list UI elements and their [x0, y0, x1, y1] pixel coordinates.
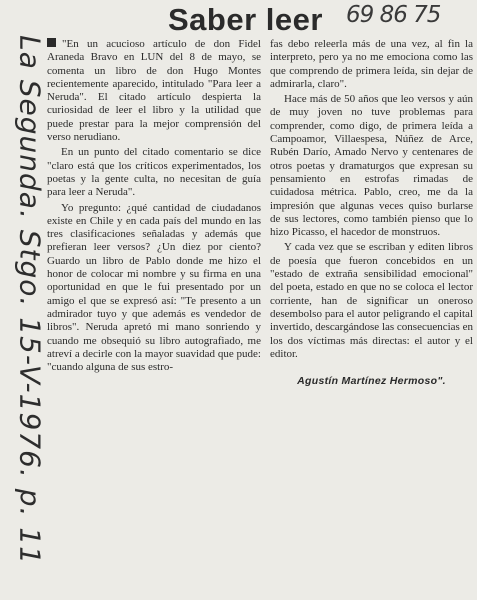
paragraph-text: "En un acucioso artículo de don Fidel Araneda Bravo en LUN del 8 de mayo, se comenta un libro de don Hugo Montes recientemente aparecido, intitulado "Para leer a Neruda". El citado artículo despierta la curiosidad de leer el libro y la utilidad que puede prestar para la mejor comprensión del verso nerudiano.	[47, 38, 261, 144]
paragraph: Hace más de 50 años que leo versos y aún de muy joven no tuve problemas para comprender, como digo, de primera leída a Campoamor, Villaespesa, Núñez de Arce, Rubén Darío, Amado Nervo y centenares de otros poetas y dramaturgos que expresan su pensamiento en estrofas rimadas de cuidadosa métrica. Pablo, creo, me da la impresión que algunas veces quiso burlarse de sus lectores, como también pienso que lo hizo Picasso, el hacedor de monstruos.	[270, 93, 473, 239]
paragraph: En un punto del citado comentario se dice "claro está que los críticos experimentados, los poetas y la gente culta, no necesitan de guía para leer a Neruda".	[47, 146, 261, 199]
paragraph: Y cada vez que se escriban y editen libros de poesía que fueron concebidos en un "estado de extraña sensibilidad emocional" del poeta, estado en que no se coloca el lector corriente, han de significar un oneroso desembolso para el autor peligrando el capital invertido, descargándose las consecuencias en los dos víctimas más directas: el autor y el editor.	[270, 241, 473, 360]
handwritten-margin-note: La Segunda. Stgo. 15-V-1976. p. 11	[13, 35, 47, 565]
handwritten-number: 69 86 75	[346, 2, 441, 28]
paragraph: Yo pregunto: ¿qué cantidad de ciudadanos existe en Chile y en cada país del mundo en las tres clasificaciones señaladas y además que prefieran leer versos? ¿Un diez por ciento? Guardo un libro de Pablo donde me hizo el honor de colocar mi nombre y su firma en una oportunidad en que le fui presentado por un amigo el que se expresó así: "Te presento a un admirador tuyo y que además es vendedor de libros". Neruda apretó mi mano sonriendo y cuando me obsequió su libro autografiado, me atreví a decirle con la mayor suavidad que pude: "cuando alguna de sus estro-	[47, 201, 261, 374]
right-column	[270, 38, 473, 388]
paragraph	[47, 38, 261, 144]
author-signature: Agustín Martínez Hermoso".	[297, 375, 446, 388]
bullet-square-icon	[47, 38, 56, 47]
paragraph: fas debo releerla más de una vez, al fin la interpreto, pero ya no me emociona como las que comprendo de primera leída, sin dejar de admirarla, claro".	[270, 38, 473, 90]
article-headline: Saber leer	[168, 2, 323, 37]
left-column	[47, 38, 261, 376]
